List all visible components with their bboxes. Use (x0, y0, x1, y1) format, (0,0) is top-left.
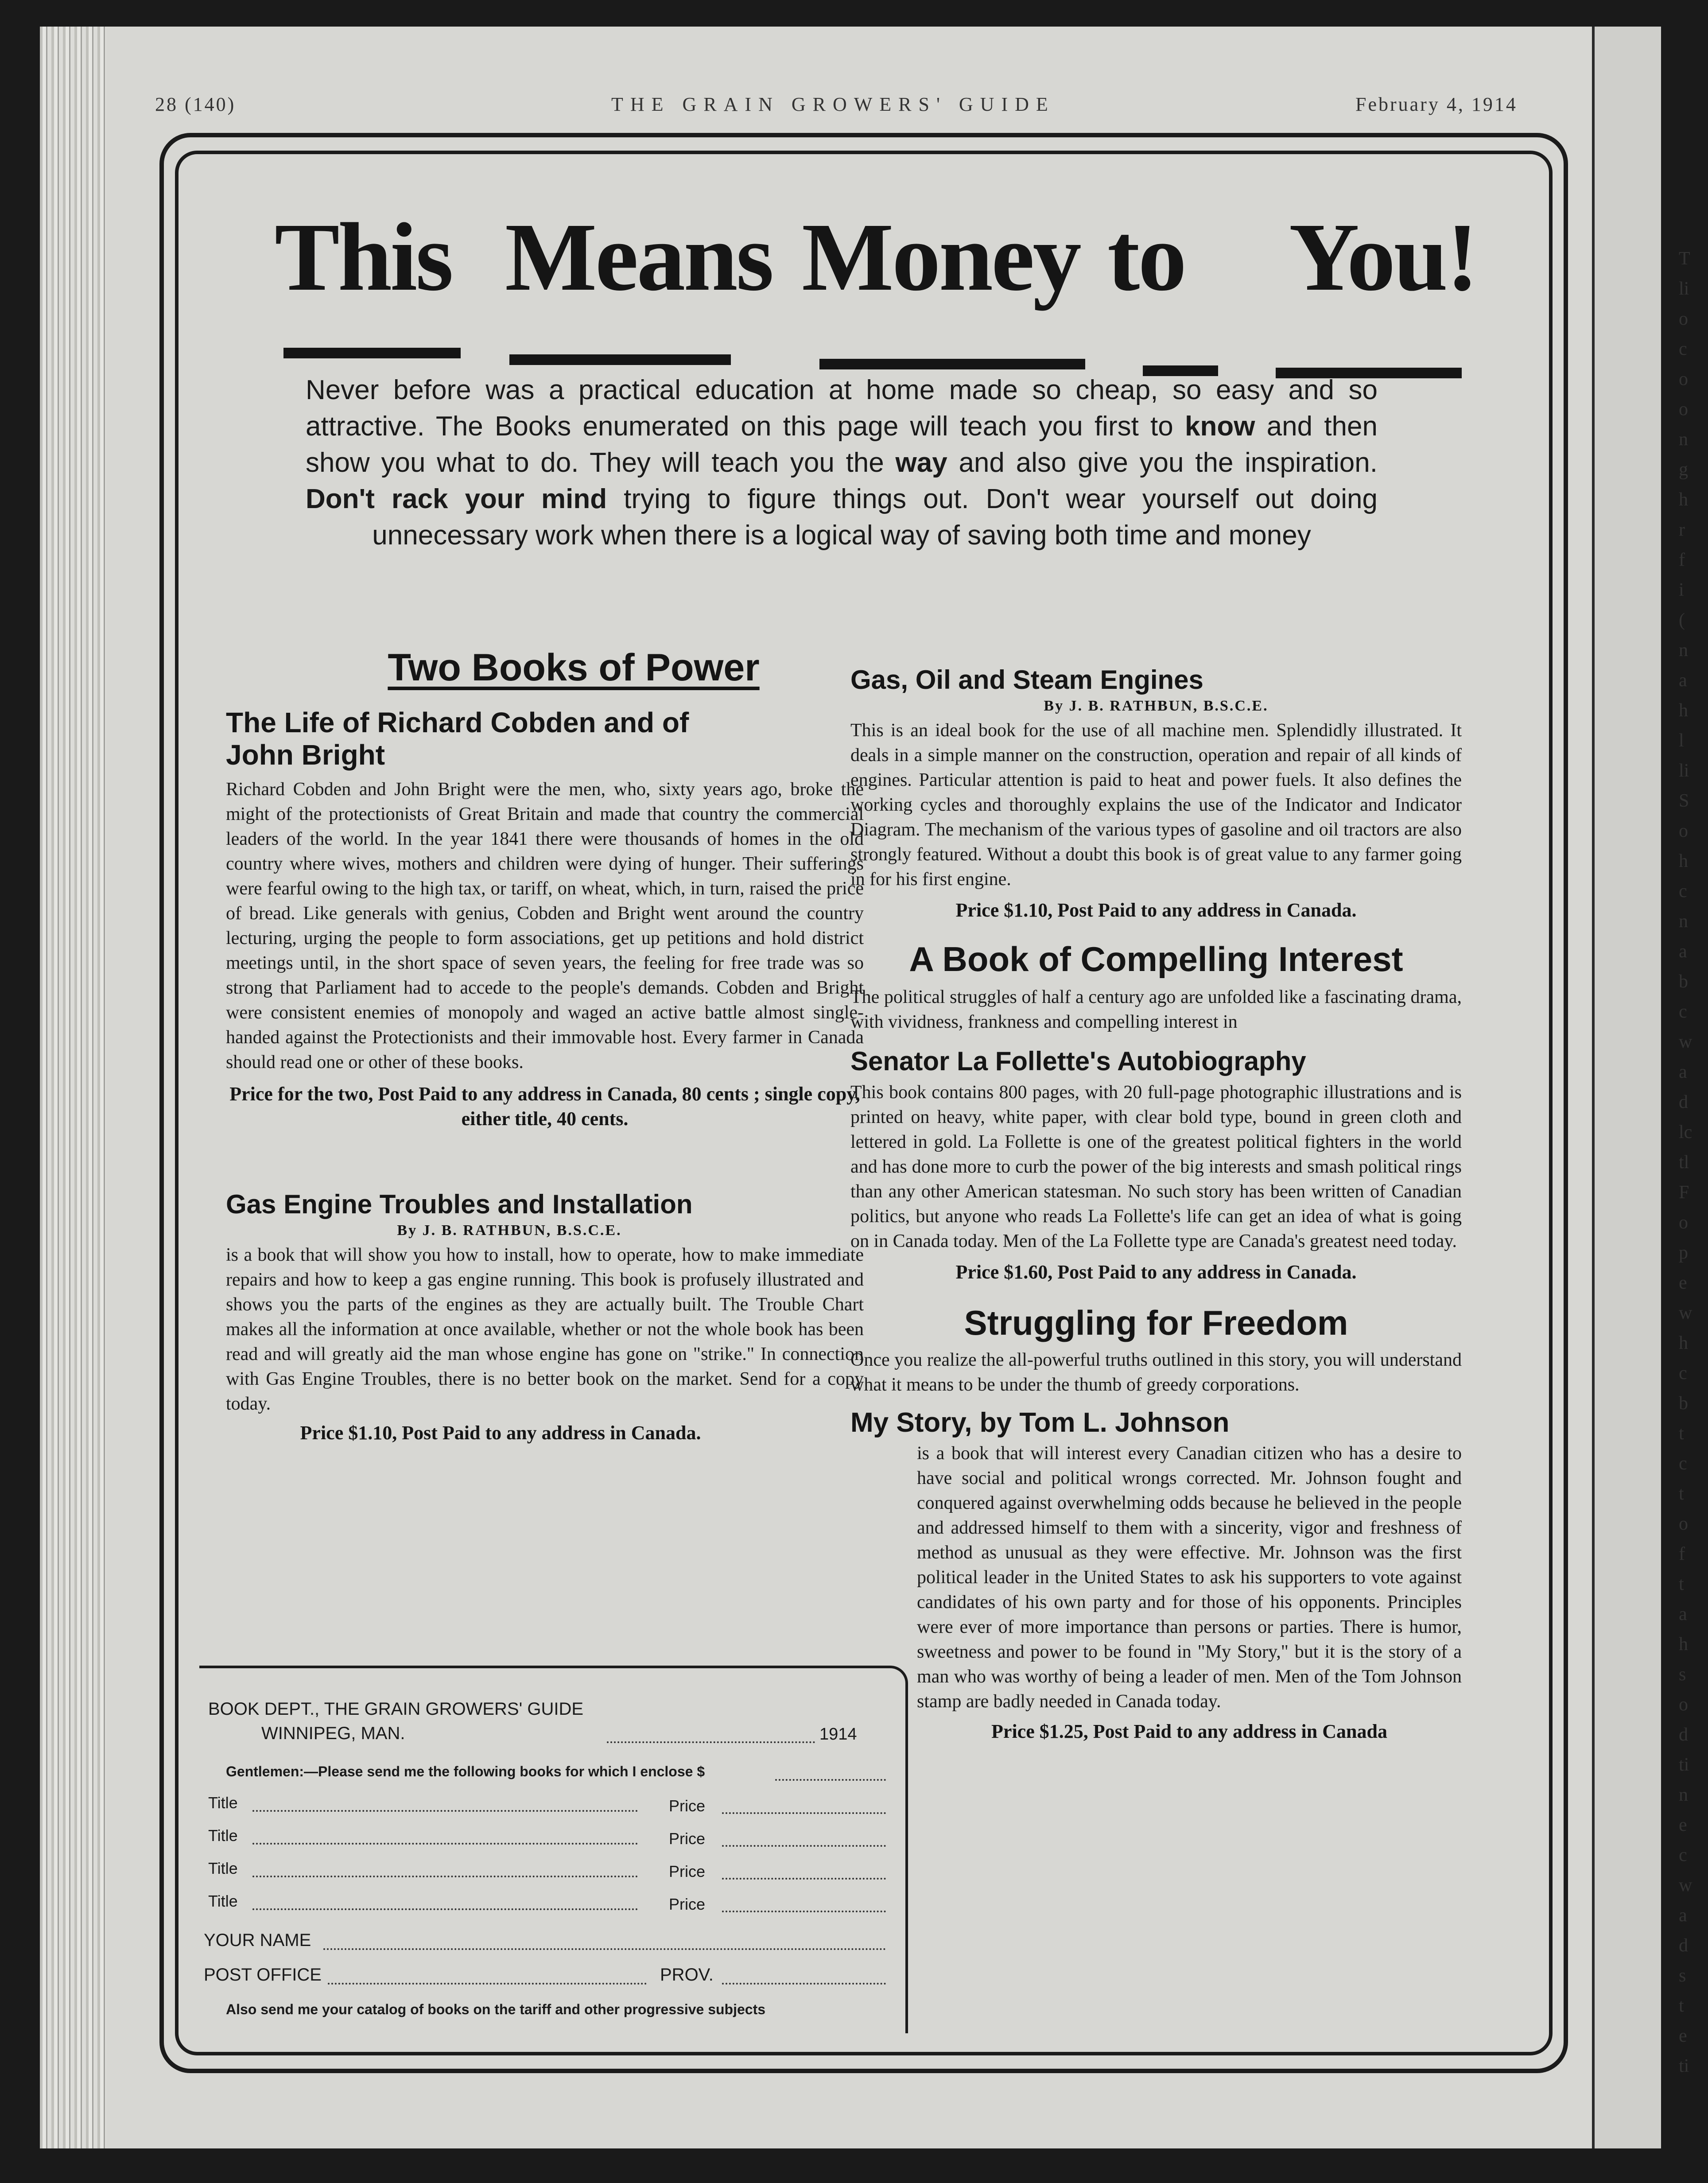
adjacent-page-glyph: n (1679, 1785, 1688, 1805)
adjacent-page-glyph: l (1679, 730, 1684, 751)
province-field[interactable] (722, 1983, 886, 1985)
adjacent-page-glyph: n (1679, 429, 1688, 450)
intro-emphasis: Don't rack your mind (306, 484, 607, 514)
adjacent-page-glyph: b (1679, 971, 1688, 992)
issue-date: February 4, 1914 (1355, 93, 1518, 115)
adjacent-page-glyph: F (1679, 1182, 1689, 1203)
adjacent-page-glyph: e (1679, 2026, 1687, 2046)
headline-underline (509, 354, 731, 365)
book-price: Price $1.25, Post Paid to any address in Canada (991, 1720, 1387, 1742)
adjacent-page-glyph: s (1679, 1664, 1686, 1685)
adjacent-page-glyph: o (1679, 309, 1688, 329)
book-description: This book contains 800 pages, with 20 full-page photographic illustrations and is printed on heavy, white paper, with clear bold type, bound in green cloth and lettered in gold. La Follette is one of the greatest political fighters in the world and has done more to curb the power of the big interests and smash political rings than any other American statesman. No such story has been written of Canadian politics, but anyone who reads La Follette's life can get an idea of what is going on in Canada today. Men of the La Follette type are Canada's greatest need today. (850, 1082, 1462, 1251)
adjacent-page-glyph: c (1679, 1453, 1687, 1474)
adjacent-page-glyph: h (1679, 1333, 1688, 1353)
title-field[interactable] (252, 1810, 638, 1812)
adjacent-page-glyph: h (1679, 851, 1688, 871)
adjacent-page-glyph: n (1679, 640, 1688, 660)
amount-field[interactable] (775, 1779, 886, 1781)
adjacent-page-glyph: a (1679, 1604, 1687, 1624)
right-column (850, 664, 1462, 1744)
price-field[interactable] (722, 1812, 886, 1814)
adjacent-page-glyph: ti (1679, 1755, 1689, 1775)
headline-word: This (275, 203, 452, 311)
adjacent-page-glyph: t (1679, 1484, 1684, 1504)
adjacent-page-glyph: b (1679, 1393, 1688, 1414)
adjacent-page-glyph: h (1679, 1634, 1688, 1655)
adjacent-page-glyph: h (1679, 489, 1688, 510)
adjacent-page-glyph: ti (1679, 2056, 1689, 2076)
book-byline: By J. B. RATHBUN, B.S.C.E. (397, 1222, 622, 1239)
intro-emphasis: way (895, 447, 947, 478)
name-label: YOUR NAME (204, 1931, 311, 1950)
headline-word: Money (802, 203, 1080, 311)
book-description: is a book that will interest every Canadian citizen who has a desire to have social and political wrongs corrected. Mr. Johnson fought and conquered against overwhelming odds because he believed in the people and addressed himself to them with a sincerity, vigor and freshness of method as unusual as they were effective. Mr. Johnson was the first political leader in the United States to ask his supporters to vote against candidates of his own party and for those of his opponents. Principles were ever of more importance than persons or parties. There is humor, sweetness and power to be found in "My Story," but it is the story of a man who was worthy of being a leader of men. Men of the Tom Johnson stamp are badly needed in Canada today. (917, 1443, 1462, 1712)
adjacent-page-glyph: ( (1679, 610, 1685, 630)
title-field[interactable] (252, 1843, 638, 1845)
headline-word: to (1107, 203, 1185, 311)
adjacent-page-glyph: s (1679, 1965, 1686, 1986)
adjacent-page-glyph: li (1679, 761, 1689, 781)
adjacent-page-glyph: c (1679, 881, 1687, 901)
adjacent-page-glyph: c (1679, 1002, 1687, 1022)
order-form-footer: Also send me your catalog of books on the tariff and other progressive subjects (226, 2001, 766, 2017)
province-label: PROV. (660, 1965, 714, 1985)
publication-title: THE GRAIN GROWERS' GUIDE (611, 93, 1055, 115)
adjacent-page-glyph: a (1679, 1062, 1687, 1082)
order-form-address: BOOK DEPT., THE GRAIN GROWERS' GUIDE (208, 1699, 584, 1719)
order-form-year: 1914 (819, 1725, 857, 1744)
price-label: Price (669, 1862, 706, 1880)
headline-underline (819, 359, 1085, 369)
adjacent-page-glyph: o (1679, 399, 1688, 420)
headline-underline (283, 348, 461, 358)
order-form (199, 1666, 908, 2033)
book-description: is a book that will show you how to install, how to operate, how to make immediate repairs and how to keep a gas engine running. This book is profusely illustrated and shows you the parts of the engines as they are actually built. The Trouble Chart makes all the information at once available, whether or not the whole book has been read and will greatly aid the man whose engine has gone on "strike." In connection with Gas Engine Troubles, there is no better book on the market. Send for a copy today. (226, 1244, 864, 1414)
adjacent-page-glyph: d (1679, 1935, 1688, 1956)
adjacent-page-glyph: o (1679, 369, 1688, 389)
adjacent-page-glyph: c (1679, 1363, 1687, 1383)
book-description: Richard Cobden and John Bright were the men, who, sixty years ago, broke the might of the protectionists of Great Britain and made that country the commercial leaders of the world. In the year 1841 there were thousands of homes in the old country where wives, mothers and children were dying of hunger. Their sufferings were fearful owing to the high tax, or tariff, on wheat, which, in turn, raised the price of bread. Like generals with genius, Cobden and Bright went around the country lecturing, urging the people to form associations, get up petitions and hold district meetings until, in the short space of seven years, the feeling for free trade was so strong that Parliament had to accede to the people's demands. Cobden and Bright were consistent enemies of monopoly and waged an active battle almost single-handed against the Protectionists and their immovable host. Every farmer in Canada should read one or other of these books. (226, 779, 864, 1072)
intro-text: and then show you what to do. They will teach you the (306, 411, 1378, 478)
intro-emphasis: know (1184, 411, 1255, 442)
price-field[interactable] (722, 1845, 886, 1847)
adjacent-page-glyph: S (1679, 791, 1689, 811)
adjacent-page-glyph: d (1679, 1725, 1688, 1745)
section-title (226, 647, 864, 689)
adjacent-page-glyph: e (1679, 1273, 1687, 1293)
adjacent-page-glyph: a (1679, 670, 1687, 691)
book-price: Price for the two, Post Paid to any address in Canada, 80 cents ; single copy, either title, 40 cents. (229, 1083, 860, 1130)
section-title: Struggling for Freedom (964, 1303, 1348, 1342)
headline-word: You! (1289, 203, 1477, 311)
adjacent-page-glyph: w (1679, 1032, 1692, 1052)
title-label: Title (208, 1794, 238, 1812)
title-field[interactable] (252, 1908, 638, 1910)
book-title: Gas, Oil and Steam Engines (850, 665, 1203, 695)
price-label: Price (669, 1797, 706, 1815)
section-title: A Book of Compelling Interest (909, 940, 1403, 979)
intro-text: Never before was a practical education at home made so cheap, so easy and so attractive. The Books enumerated on this page will teach you first to (306, 375, 1378, 442)
order-form-instructions: Gentlemen:—Please send me the following books for which I enclose $ (226, 1763, 705, 1779)
title-label: Title (208, 1859, 238, 1877)
adjacent-page-glyph: lc (1679, 1122, 1692, 1142)
adjacent-page-glyph: i (1679, 580, 1684, 600)
section-intro: The political struggles of half a century ago are unfolded like a fascinating drama, with vividness, frankness and compelling interest in (850, 987, 1462, 1032)
price-label: Price (669, 1895, 706, 1913)
adjacent-page-glyph: c (1679, 339, 1687, 359)
book-price: Price $1.10, Post Paid to any address in Canada. (300, 1422, 701, 1444)
adjacent-page-glyph: o (1679, 1694, 1688, 1715)
adjacent-page-glyph: p (1679, 1243, 1688, 1263)
section-intro: Once you realize the all-powerful truths outlined in this story, you will understand what it means to be under the thumb of greedy corporations. (850, 1349, 1462, 1395)
adjacent-page-glyph: c (1679, 1845, 1687, 1865)
title-field[interactable] (252, 1876, 638, 1877)
adjacent-page-glyph: t (1679, 1574, 1684, 1594)
post-office-field[interactable] (328, 1983, 647, 1985)
book-price: Price $1.10, Post Paid to any address in Canada. (955, 899, 1357, 921)
adjacent-page-glyph: T (1679, 249, 1690, 269)
intro-text: trying to figure things out. Don't wear yourself out doing unnecessary work when there is a logical way of saving both time and money (372, 484, 1378, 551)
page-number: 28 (140) (155, 93, 236, 115)
book-title: My Story, by Tom L. Johnson (850, 1407, 1230, 1438)
price-label: Price (669, 1830, 706, 1848)
adjacent-page-glyph: t (1679, 1423, 1684, 1444)
adjacent-page-glyph: g (1679, 459, 1688, 480)
adjacent-page-glyph: o (1679, 821, 1688, 841)
adjacent-page-glyph: f (1679, 550, 1685, 570)
adjacent-page-glyph: a (1679, 1905, 1687, 1926)
order-form-city: WINNIPEG, MAN. (261, 1724, 405, 1743)
adjacent-page-glyph: tl (1679, 1152, 1689, 1173)
book-title: Senator La Follette's Autobiography (850, 1046, 1306, 1076)
intro-paragraph (306, 372, 1378, 554)
title-label: Title (208, 1826, 238, 1845)
book-price: Price $1.60, Post Paid to any address in Canada. (955, 1261, 1357, 1283)
intro-text: and also give you the inspiration. (959, 447, 1378, 478)
book-title: Gas Engine Troubles and Installation (226, 1189, 693, 1219)
adjacent-page-glyph: h (1679, 700, 1688, 721)
adjacent-page-glyph: w (1679, 1875, 1692, 1896)
adjacent-page-glyph: f (1679, 1544, 1685, 1564)
price-field[interactable] (722, 1878, 886, 1880)
left-column (226, 647, 864, 1445)
title-label: Title (208, 1892, 238, 1910)
post-office-label: POST OFFICE (204, 1965, 322, 1985)
book-byline: By J. B. RATHBUN, B.S.C.E. (1044, 698, 1269, 714)
adjacent-page-glyph: li (1679, 279, 1689, 299)
adjacent-page-glyph: o (1679, 1212, 1688, 1233)
date-field[interactable] (607, 1741, 815, 1743)
adjacent-page-glyph: t (1679, 1996, 1684, 2016)
adjacent-page-glyph: w (1679, 1303, 1692, 1323)
adjacent-page-glyph: a (1679, 941, 1687, 962)
book-title: The Life of Richard Cobden and of John Bright (226, 706, 689, 771)
adjacent-page-glyph: r (1679, 520, 1685, 540)
adjacent-page-glyph: d (1679, 1092, 1688, 1112)
name-field[interactable] (323, 1948, 886, 1950)
adjacent-page-glyph: e (1679, 1815, 1687, 1835)
headline-word: Means (505, 203, 772, 311)
section-title-text: Two Books of Power (388, 646, 760, 689)
price-field[interactable] (722, 1911, 886, 1912)
adjacent-page-glyph: n (1679, 911, 1688, 932)
adjacent-page-glyph: o (1679, 1514, 1688, 1534)
book-description: This is an ideal book for the use of all machine men. Splendidly illustrated. It deals in a simple manner on the construction, operation and repair of all kinds of engines. Particular attention is paid to heat and power fuels. It also defines the working cycles and thoroughly explains the use of the Indicator and Indicator Diagram. The mechanism of the various types of gasoline and oil tractors are also strongly featured. Without a doubt this book is of great value to any farmer going in for his first engine. (850, 720, 1462, 890)
